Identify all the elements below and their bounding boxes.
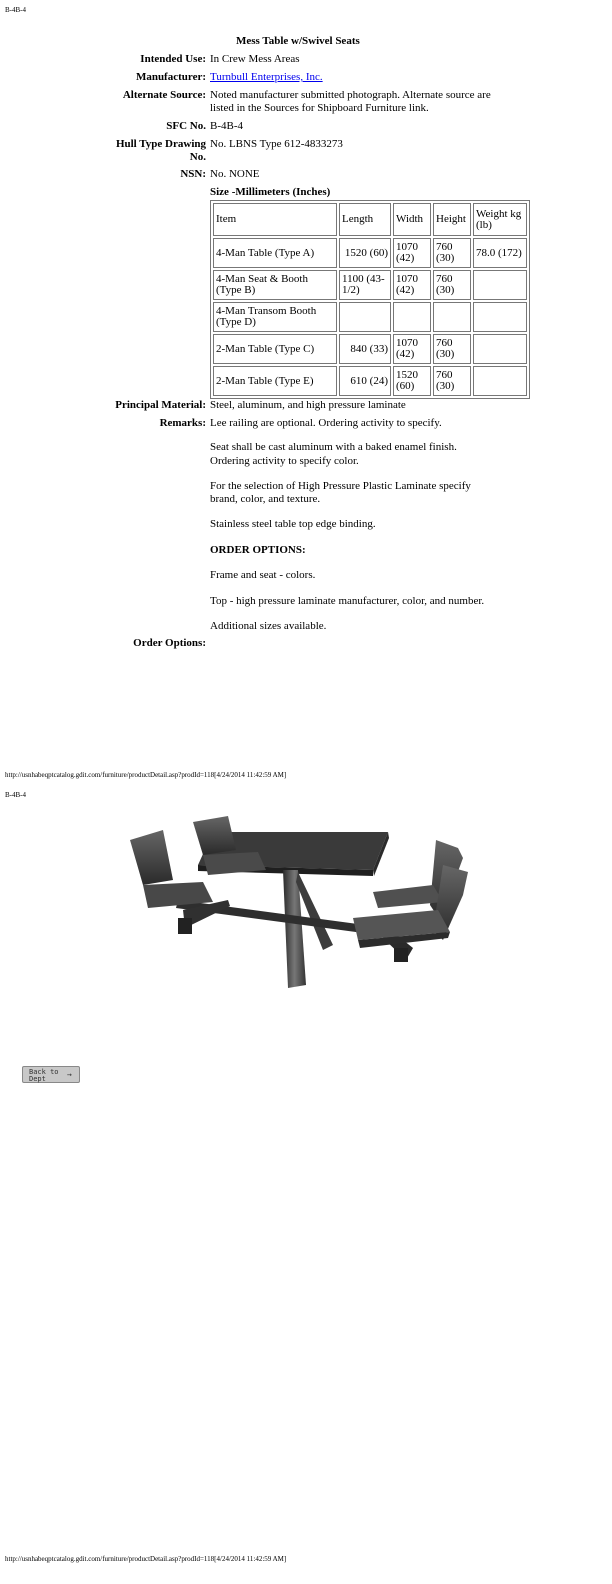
footer-url: http://usnhabeqptcatalog.gdit.com/furniture/productDetail.asp?prodId=118[4/24/2014 11:42:59 AM] [5, 1555, 287, 1563]
cell-item: 4-Man Transom Booth (Type D) [213, 302, 337, 332]
cell-height: 760 (30) [433, 238, 471, 268]
size-heading: Size -Millimeters (Inches) [210, 186, 331, 198]
cell-item: 2-Man Table (Type C) [213, 334, 337, 364]
footer-url: http://usnhabeqptcatalog.gdit.com/furniture/productDetail.asp?prodId=118[4/24/2014 11:42:59 AM] [5, 771, 287, 779]
cell-item: 4-Man Table (Type A) [213, 238, 337, 268]
cell-length [339, 302, 391, 332]
cell-width: 1520 (60) [393, 366, 431, 396]
sfc-label: SFC No. [166, 120, 206, 132]
cell-item: 2-Man Table (Type E) [213, 366, 337, 396]
remarks-label: Remarks: [159, 417, 206, 429]
cell-weight [473, 270, 527, 300]
mess-table-photo [118, 810, 483, 995]
nsn-value: No. NONE [210, 168, 260, 180]
remarks-line: Ordering activity to specify color. [210, 455, 359, 467]
cell-length: 840 (33) [339, 334, 391, 364]
nsn-label: NSN: [180, 168, 206, 180]
remarks-line: Frame and seat - colors. [210, 569, 316, 581]
manufacturer-link[interactable]: Turnbull Enterprises, Inc. [210, 71, 323, 83]
manufacturer-label: Manufacturer: [135, 71, 206, 83]
size-table [210, 200, 530, 399]
remarks-line: Top - high pressure laminate manufacturer, color, and number. [210, 595, 485, 607]
page-header: B-4B-4 [5, 6, 26, 14]
order-options-label: Order Options: [133, 637, 206, 649]
page-header: B-4B-4 [5, 791, 26, 799]
remarks-line: Additional sizes available. [210, 620, 327, 632]
alternate-source-line2: listed in the Sources for Shipboard Furniture link. [210, 102, 429, 114]
cell-length: 1100 (43-1/2) [339, 270, 391, 300]
cell-weight [473, 302, 527, 332]
back-button-label-line1: Back to [29, 1068, 59, 1076]
cell-weight [473, 366, 527, 396]
col-header-length: Length [339, 203, 391, 236]
back-to-dept-button[interactable] [22, 1066, 80, 1083]
order-options-heading: ORDER OPTIONS: [210, 544, 306, 556]
hull-drawing-value: No. LBNS Type 612-4833273 [210, 138, 343, 150]
table-header-row [213, 203, 527, 236]
table-row [213, 366, 527, 396]
principal-material-value: Steel, aluminum, and high pressure laminate [210, 399, 406, 411]
cell-height: 760 (30) [433, 270, 471, 300]
cell-width: 1070 (42) [393, 334, 431, 364]
cell-weight: 78.0 (172) [473, 238, 527, 268]
cell-width: 1070 (42) [393, 270, 431, 300]
intended-use-value: In Crew Mess Areas [210, 53, 300, 65]
col-header-height: Height [433, 203, 471, 236]
page-title: Mess Table w/Swivel Seats [236, 35, 360, 47]
remarks-line: brand, color, and texture. [210, 493, 321, 505]
col-header-item: Item [213, 203, 337, 236]
alternate-source-line1: Noted manufacturer submitted photograph. Alternate source are [210, 89, 491, 101]
cell-length: 610 (24) [339, 366, 391, 396]
alternate-source-label: Alternate Source: [122, 89, 206, 101]
cell-height [433, 302, 471, 332]
hull-drawing-label-line2: No. [189, 151, 206, 163]
arrow-right-icon: → [67, 1070, 72, 1079]
sfc-value: B-4B-4 [210, 120, 243, 132]
remarks-line: Seat shall be cast aluminum with a baked enamel finish. [210, 441, 457, 453]
table-row [213, 238, 527, 268]
cell-width: 1070 (42) [393, 238, 431, 268]
cell-length: 1520 (60) [339, 238, 391, 268]
hull-drawing-label: Hull Type Drawing [115, 138, 206, 150]
table-row [213, 334, 527, 364]
remarks-line: Stainless steel table top edge binding. [210, 518, 376, 530]
intended-use-label: Intended Use: [140, 53, 206, 65]
cell-item: 4-Man Seat & Booth (Type B) [213, 270, 337, 300]
cell-weight [473, 334, 527, 364]
cell-width [393, 302, 431, 332]
table-row [213, 302, 527, 332]
col-header-width: Width [393, 203, 431, 236]
principal-material-label: Principal Material: [115, 399, 206, 411]
col-header-weight: Weight kg (lb) [473, 203, 527, 236]
remarks-line: For the selection of High Pressure Plastic Laminate specify [210, 480, 471, 492]
cell-height: 760 (30) [433, 334, 471, 364]
table-row [213, 270, 527, 300]
back-button-label-line2: Dept [29, 1075, 46, 1083]
cell-height: 760 (30) [433, 366, 471, 396]
remarks-line: Lee railing are optional. Ordering activity to specify. [210, 417, 442, 429]
